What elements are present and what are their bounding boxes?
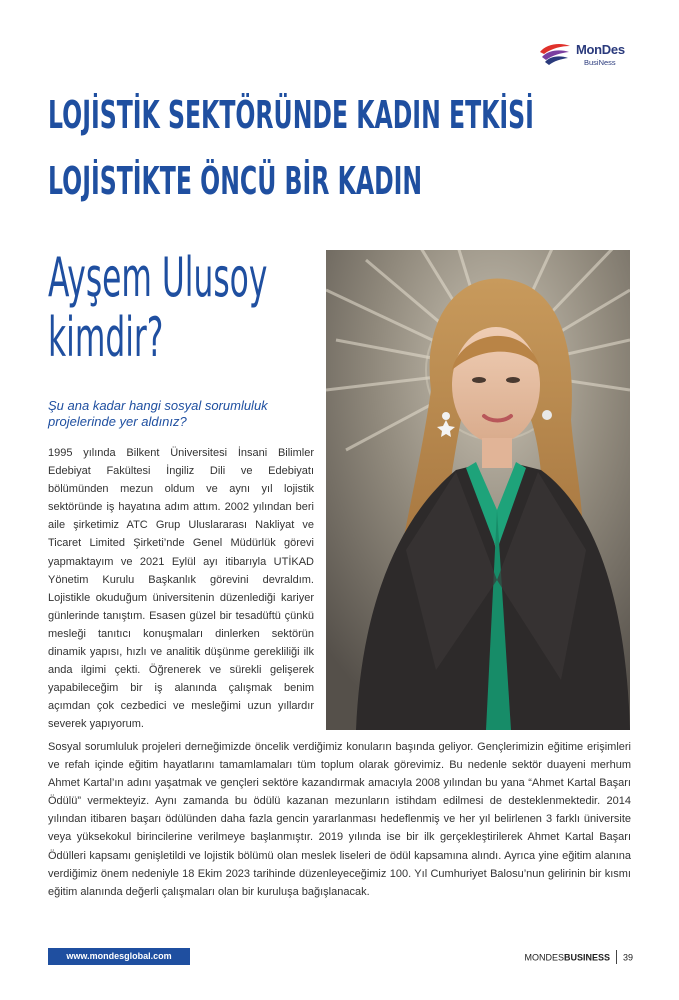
- headline-line-2: LOJİSTİKTE ÖNCÜ BİR KADIN: [48, 159, 423, 203]
- portrait-photo: [326, 250, 630, 730]
- logo-swirl-icon: [538, 38, 572, 68]
- body-paragraph-2: Sosyal sorumluluk projeleri derneğimizde öncelik verdiğimiz konuların başında geliyor. Gençlerimizin eğitime erişimleri ve refah içinde eğitim hayatlarını tamamlamaları tüm toplum olarak görevimiz. Bu nedenle sektör duayeni merhum Ahmet Kartal’ın adını yaşatmak ve gençleri sektöre kazandırmak amacıyla 2008 yılından bu yana “Ahmet Kartal Başarı Ödülü” vermekteyiz. Aynı zamanda bu ödülü kazanan mezunların istihdam edilmesi de desteklenmektedir. 2014 yılından itibaren başarı ödülünden daha fazla gencin yararlanması hedeflenmiş ve her yıl belirlenen 3 farklı üniversite veya yüksekokul birincilerine verilmeye başlanmıştır. 2019 yılında ise bir ilk gerçekleştirilerek Ahmet Kartal Başarı Ödülleri kapsamı genişletildi ve lojistik bölümü olan meslek liseleri de ödül kapsamına alındı. Ayrıca yine eğitim alanına verdiğimiz önem nedeniyle 18 Ekim 2023 tarihinde düzenleyeceğimiz 100. Yıl Cumhuriyet Balosu’nun gelirinin bir kısmı eğitim alanında değerli çalışmaları olan bir kuruluşa bağışlanacak.: [48, 741, 631, 898]
- footer-url[interactable]: www.mondesglobal.com: [48, 948, 190, 965]
- footer-divider: [616, 950, 617, 964]
- logo-sub-text: BusiNess: [584, 58, 616, 67]
- name-title-line-2: kimdir?: [48, 306, 164, 369]
- body-paragraph-1: 1995 yılında Bilkent Üniversitesi İnsani Bilimler Edebiyat Fakültesi İngiliz Dili ve Edebiyatı bölümünden mezun oldum ve aynı yıl lojistik sektöründe iş hayatına adım attım. 2002 yılından beri aile şirketimiz ATC Grup Uluslararası Nakliyat ve Ticaret Limited Şirketi’nde Genel Müdürlük görevi yapmaktayım ve 2021 Eylül ayı itibarıyla UTİKAD Yönetim Kurulu Başkanlık görevini devraldım. Lojistikle okuduğum üniversitenin düzenlediği kariyer günlerinde tanıştım. Esasen güzel bir tesadüftü çünkü mesleği tanıtıcı konuşmaları dinlerken sektörün dinamik yapısı, hızlı ve analitik düşünme gerekliliği ilk anda ilgimi çekti. Öğrenerek ve sürekli gelişerek yapabileceğim bir iş alanında çalışmak benim açımdan çok cezbedici ve mesleğimi uzun yıllardır severek yapıyorum.: [48, 447, 314, 731]
- page-number: 39: [622, 952, 633, 963]
- name-title-line-1: Ayşem Ulusoy: [48, 246, 268, 309]
- portrait-illustration: [326, 250, 630, 730]
- interview-question: Şu ana kadar hangi sosyal sorumluluk projelerinde yer aldınız?: [48, 398, 268, 429]
- footer-magazine: [524, 951, 633, 965]
- headline-line-1: LOJİSTİK SEKTÖRÜNDE KADIN ETKİSİ: [48, 93, 534, 137]
- footer-mag-prefix: MONDES: [524, 952, 564, 963]
- footer-mag-suffix: BUSINESS: [563, 952, 610, 963]
- logo-brand-text: MonDes: [576, 42, 625, 57]
- mondes-logo: [538, 36, 648, 76]
- name-title: [48, 248, 267, 368]
